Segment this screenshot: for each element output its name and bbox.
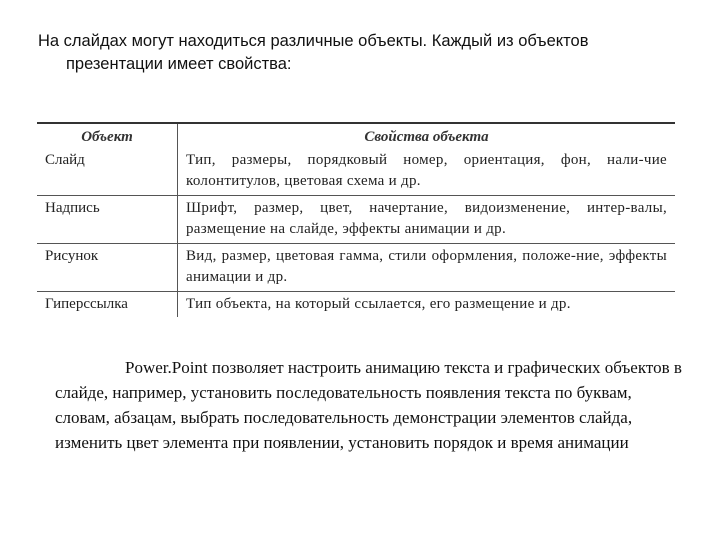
- header-properties: Свойства объекта: [364, 129, 489, 145]
- table-row: [37, 148, 675, 196]
- intro-text: [38, 30, 698, 76]
- intro-line-1: На слайдах могут находиться различные объекты. Каждый из объектов: [38, 32, 589, 50]
- row-properties: Тип объекта, на который ссылается, его размещение и др.: [178, 292, 676, 318]
- intro-line-2: презентации имеет свойства:: [66, 55, 292, 73]
- table-row: [37, 292, 675, 318]
- row-properties: Тип, размеры, порядковый номер, ориентация, фон, нали-чие колонтитулов, цветовая схема и др.: [186, 152, 667, 189]
- row-properties: Вид, размер, цветовая гамма, стили оформления, положе-ние, эффекты анимации и др.: [178, 244, 676, 292]
- row-object: Надпись: [37, 196, 178, 244]
- properties-table: [37, 122, 675, 317]
- table-row: [37, 244, 675, 292]
- row-object: Рисунок: [37, 244, 178, 292]
- table-row: [37, 196, 675, 244]
- properties-table-image: [37, 122, 675, 317]
- row-object: Слайд: [37, 148, 178, 196]
- body-paragraph: [55, 355, 687, 455]
- row-properties: Шрифт, размер, цвет, начертание, видоизменение, интер-валы, размещение на слайде, эффекты анимации и др.: [178, 196, 676, 244]
- header-object: Объект: [37, 123, 178, 148]
- row-object: Гиперссылка: [37, 292, 178, 318]
- paragraph-text: Power.Point позволяет настроить анимацию текста и графических объектов в слайде, например, установить последовательность появления текста по буквам, словам, абзацам, выбрать последовательность демонстрации элементов слайда, изменить цвет элемента при появлении, установить порядок и время анимации: [55, 358, 682, 452]
- table-header-row: [37, 123, 675, 148]
